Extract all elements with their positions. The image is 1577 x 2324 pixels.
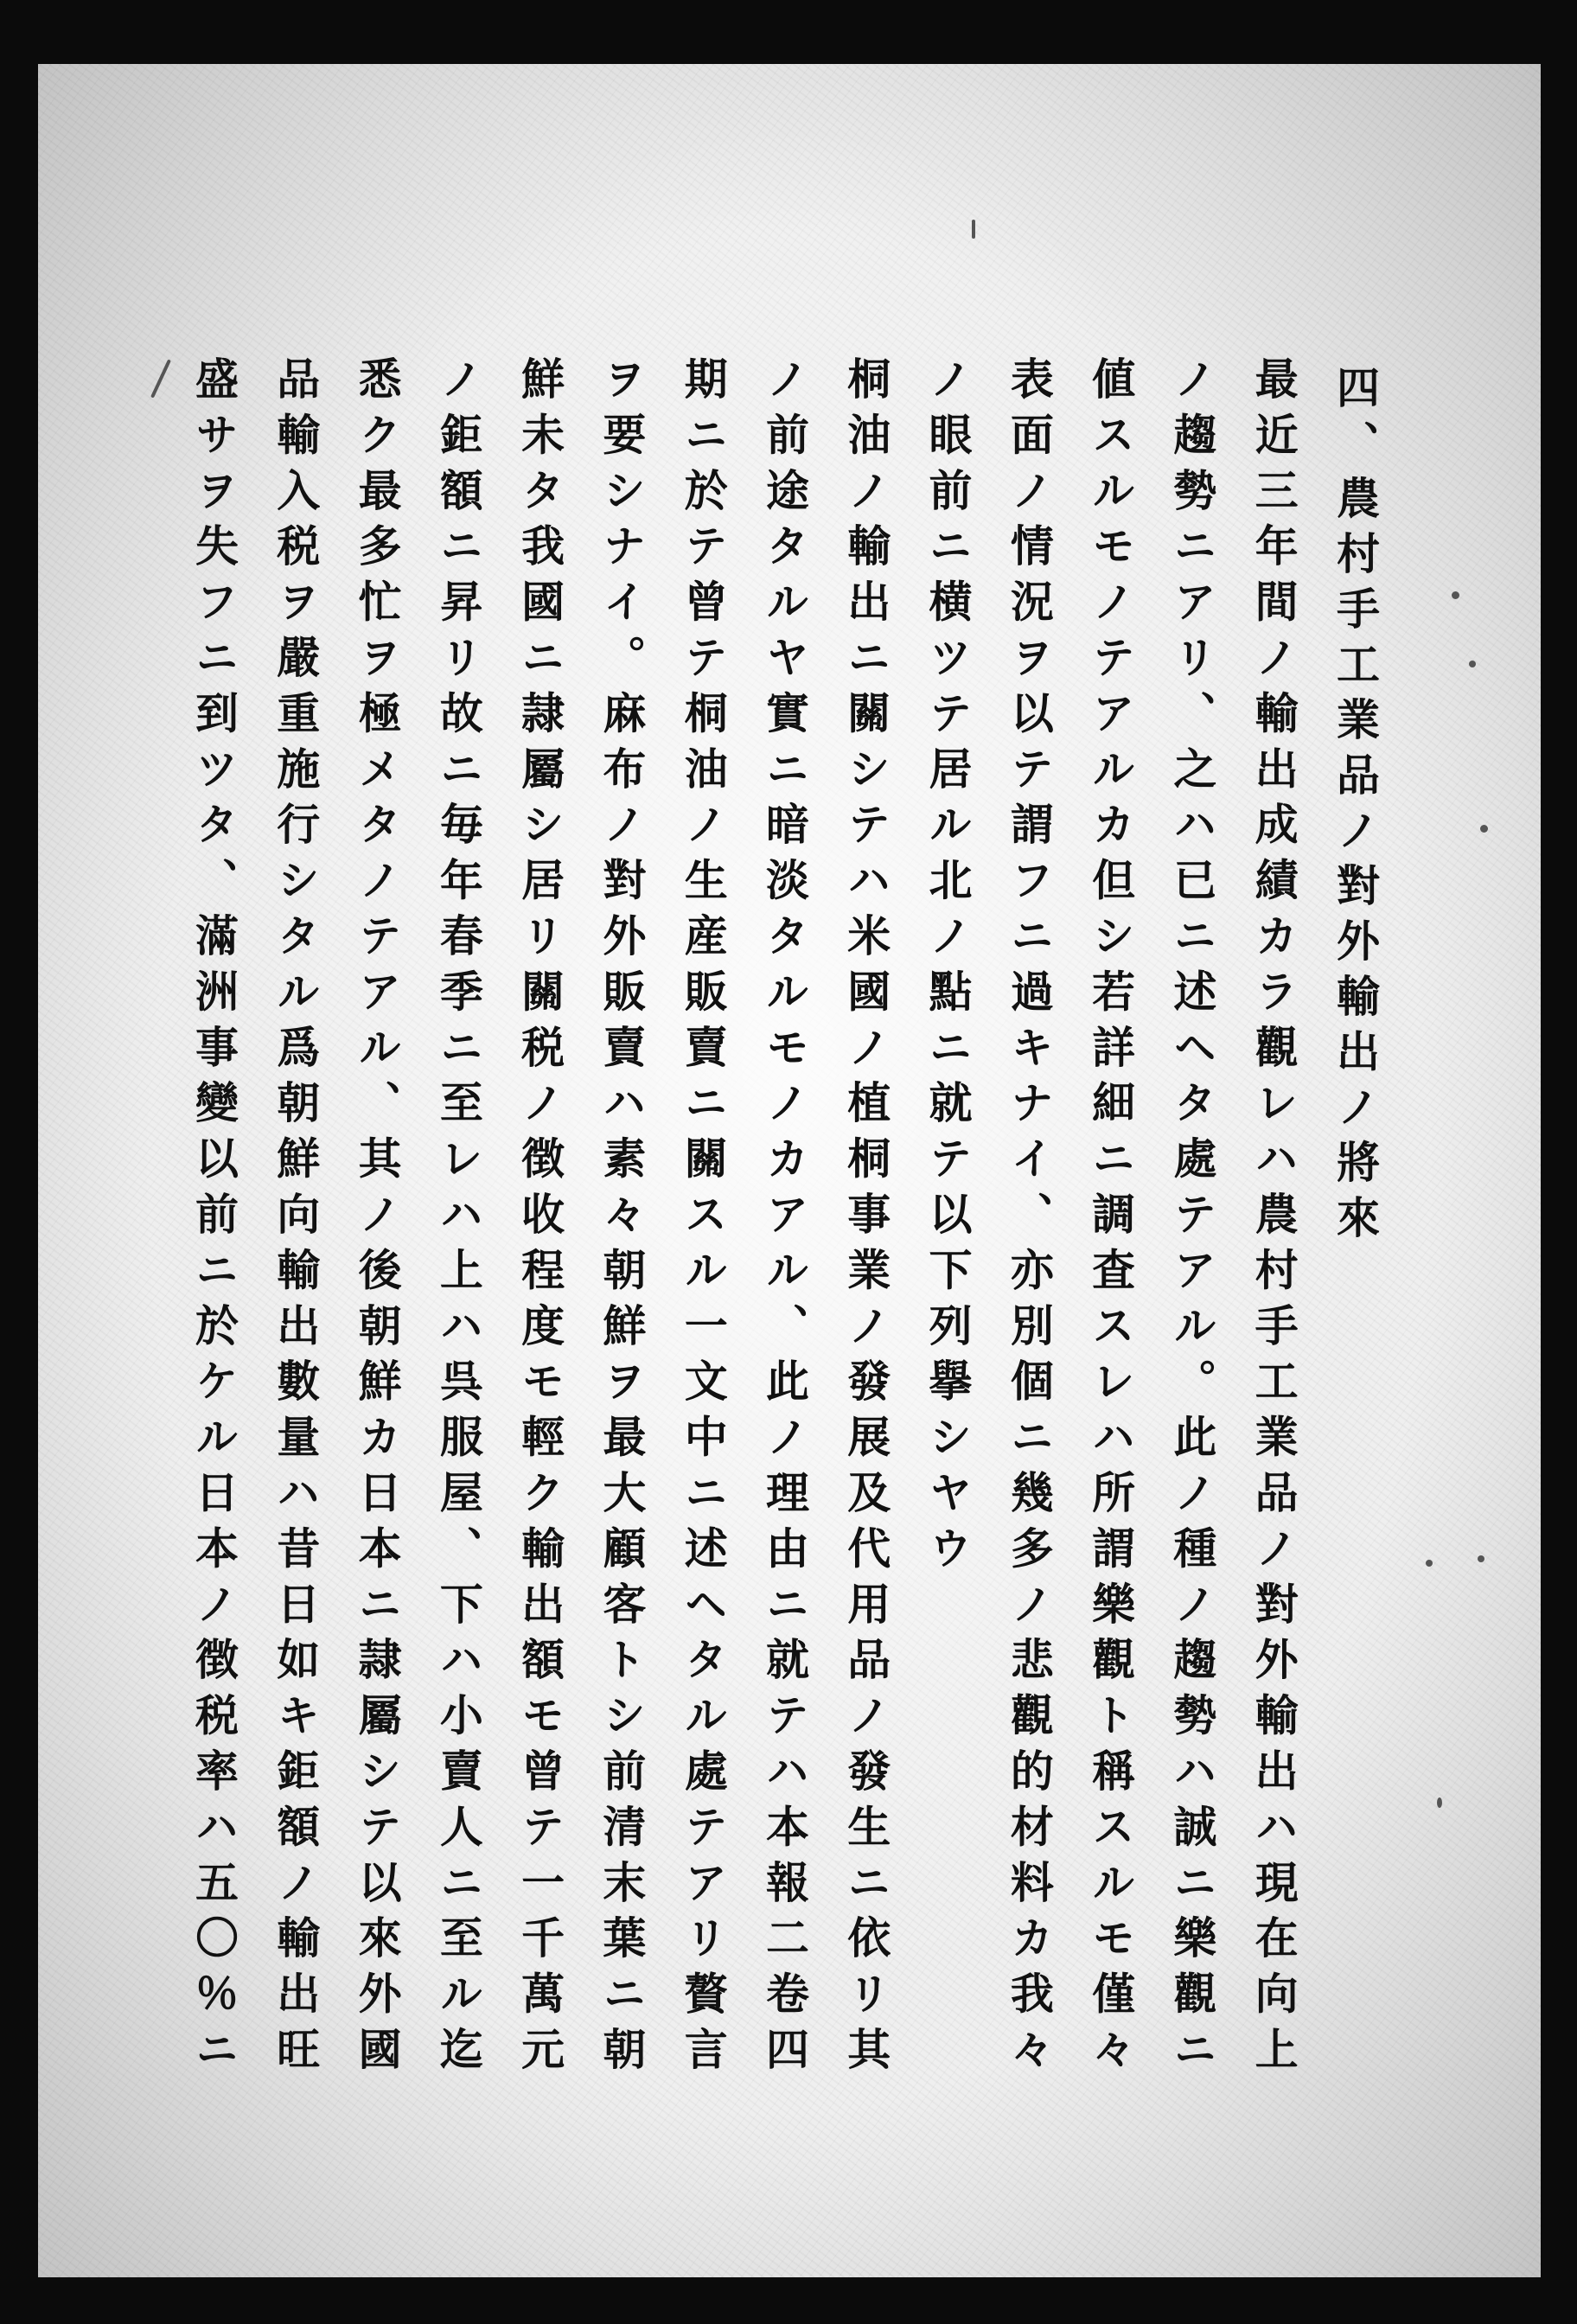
scan-speck [1469,661,1476,667]
scan-speck [150,359,171,398]
scan-speck [1480,825,1488,833]
text-column: 品輸入税ヲ嚴重施行シタル爲朝鮮向輸出數量ハ昔日如キ鉅額ノ輸出旺 [270,356,322,2083]
text-column: ノ眼前ニ横ツテ居ル北ノ點ニ就テ以下列擧シヤウ [922,356,974,1581]
text-column: ノ鉅額ニ昇リ故ニ毎年春季ニ至レハ上ハ呉服屋、下ハ小賣人ニ至ル迄 [432,356,484,2083]
section-heading: 四、農村手工業品ノ對外輸出ノ將來 [1329,365,1381,1250]
text-column: 最近三年間ノ輸出成績カラ觀レハ農村手工業品ノ對外輸出ハ現在向上 [1248,356,1299,2083]
scan-speck [1478,1555,1484,1562]
scan-speck [972,220,975,239]
text-column: ノ前途タルヤ實ニ暗淡タルモノカアル、此ノ理由ニ就テハ本報二卷四 [758,356,810,2083]
text-column: 値スルモノテアルカ但シ若詳細ニ調査スレハ所謂樂觀ト稱スルモ僅々 [1085,356,1137,2083]
text-column: 鮮未タ我國ニ隷屬シ居リ關税ノ徴收程度モ輕ク輸出額モ曾テ一千萬元 [514,356,566,2083]
text-column: 表面ノ情況ヲ以テ謂フニ過キナイ、亦別個ニ幾多ノ悲觀的材料カ我々 [1003,356,1055,2083]
scan-speck [1452,591,1459,599]
text-column: ヲ要シナイ。麻布ノ對外販賣ハ素々朝鮮ヲ最大顧客トシ前清末葉ニ朝 [596,356,648,2083]
vertical-text-block [183,356,1385,2180]
text-column: ノ趨勢ニアリ、之ハ已ニ述ヘタ處テアル。此ノ種ノ趨勢ハ誠ニ樂觀ニ [1166,356,1218,2083]
scan-speck [1437,1797,1442,1808]
document-page [38,64,1541,2277]
text-column: 盛サヲ失フニ到ツタ、滿洲事變以前ニ於ケル日本ノ徴税率ハ五〇％ニ [188,356,239,2083]
scan-speck [1426,1560,1433,1567]
text-column: 期ニ於テ曾テ桐油ノ生産販賣ニ關スル一文中ニ述ヘタル處テアリ贅言 [677,356,729,2083]
text-column: 悉ク最多忙ヲ極メタノテアル、其ノ後朝鮮カ日本ニ隷屬シテ以來外國 [351,356,403,2083]
text-column: 桐油ノ輸出ニ關シテハ米國ノ植桐事業ノ發展及代用品ノ發生ニ依リ其 [840,356,892,2083]
